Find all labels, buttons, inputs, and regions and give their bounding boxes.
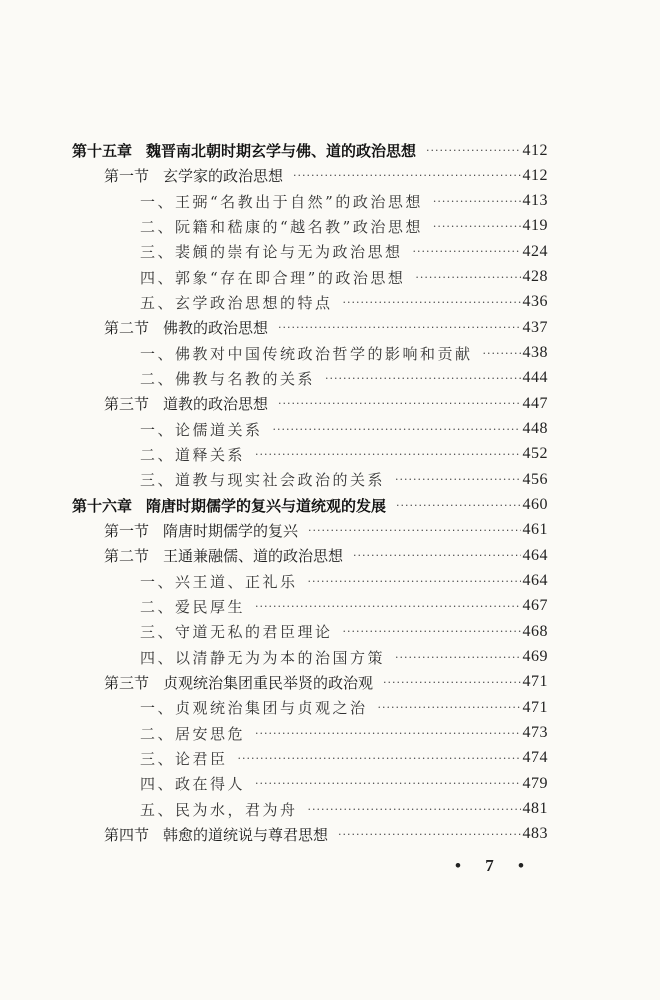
toc-item	[140, 442, 548, 467]
dot-leader	[353, 549, 520, 562]
toc-page-number: 438	[522, 344, 548, 362]
toc-page-number: 474	[522, 749, 548, 767]
toc-entry-label	[140, 419, 263, 440]
toc-entry-label	[140, 292, 333, 313]
toc-entry-label	[72, 495, 386, 516]
toc-entry-label	[140, 241, 403, 262]
toc-item	[140, 341, 548, 366]
toc-item	[140, 695, 548, 720]
toc-entry-title: 二、道释关系	[140, 445, 246, 464]
toc-entry-label	[104, 545, 343, 566]
dot-leader	[413, 245, 521, 258]
toc-item	[140, 189, 548, 214]
toc-page-number: 483	[522, 825, 548, 843]
toc-page-number: 456	[522, 470, 548, 488]
dot-leader	[278, 321, 520, 334]
toc-page-number: 419	[522, 217, 548, 235]
dot-leader	[255, 448, 520, 461]
toc-entry-label	[140, 621, 333, 642]
toc-section	[104, 518, 548, 543]
dot-leader	[433, 195, 521, 208]
toc-page-number: 444	[522, 369, 548, 387]
dot-leader	[415, 271, 520, 284]
toc-page-number: 481	[522, 800, 548, 818]
toc-entry-title: 贞观统治集团重民举贤的政治观	[163, 673, 374, 692]
dot-leader	[255, 600, 520, 613]
toc-item	[140, 569, 548, 594]
dot-leader	[343, 625, 521, 638]
toc-page-number: 469	[522, 648, 548, 666]
toc-entry-title: 五、玄学政治思想的特点	[140, 293, 333, 312]
toc-item	[140, 467, 548, 492]
toc-item	[140, 265, 548, 290]
toc-entry-label	[140, 799, 298, 820]
toc-entry-label	[72, 140, 416, 161]
dot-leader	[308, 575, 521, 588]
toc-entry-label	[104, 165, 283, 186]
toc-entry-title: 二、阮籍和嵇康的“越名教”政治思想	[140, 217, 423, 236]
toc-entry-label	[140, 368, 315, 389]
dot-leader	[426, 144, 520, 157]
dot-leader	[278, 397, 520, 410]
toc-entry-number: 第四节	[104, 825, 150, 844]
toc-entry-title: 二、爱民厚生	[140, 597, 246, 616]
toc-section	[104, 670, 548, 695]
toc-entry-title: 魏晋南北朝时期玄学与佛、道的政治思想	[146, 142, 417, 160]
toc-entry-title: 一、王弼“名教出于自然”的政治思想	[140, 192, 423, 211]
toc-entry-number: 第二节	[104, 547, 150, 566]
toc-item	[140, 214, 548, 239]
toc-item	[140, 594, 548, 619]
toc-item	[140, 619, 548, 644]
toc-entry-title: 隋唐时期儒学的复兴与道统观的发展	[146, 496, 387, 515]
dot-leader	[255, 727, 520, 740]
toc-entry-label	[104, 672, 373, 693]
toc-entry-title: 王通兼融儒、道的政治思想	[163, 547, 344, 566]
toc-page-number: 461	[522, 521, 548, 539]
toc-entry-label	[104, 317, 268, 338]
toc-page-number: 479	[522, 774, 548, 792]
toc-page-number: 437	[522, 318, 548, 336]
toc-entry-title: 四、郭象“存在即合理”的政治思想	[140, 268, 406, 287]
toc-section	[104, 543, 548, 568]
toc-entry-title: 一、佛教对中国传统政治哲学的影响和贡献	[140, 344, 473, 363]
dot-leader	[338, 828, 520, 841]
dot-leader	[395, 651, 520, 664]
toc-entry-number: 第一节	[104, 167, 150, 186]
toc-entry-title: 五、民为水，君为舟	[140, 800, 298, 819]
toc-item	[140, 417, 548, 442]
toc-entry-title: 三、裴頠的崇有论与无为政治思想	[140, 243, 403, 262]
toc-entry-number: 第十五章	[72, 142, 133, 160]
toc-page-number: 448	[522, 420, 548, 438]
toc-page-number: 424	[522, 242, 548, 260]
toc-page-number: 460	[522, 496, 548, 514]
toc-page-number: 471	[522, 698, 548, 716]
toc-entry-label	[140, 647, 385, 668]
toc-entry-title: 二、佛教与名教的关系	[140, 369, 316, 388]
toc-entry-label	[140, 596, 245, 617]
toc-entry-label	[140, 343, 473, 364]
toc-entry-label	[140, 267, 405, 288]
toc-entry-title: 一、兴王道、正礼乐	[140, 572, 298, 591]
toc-entry-number: 第二节	[104, 319, 150, 338]
toc-entry-title: 玄学家的政治思想	[163, 167, 284, 186]
toc-page-number: 464	[522, 546, 548, 564]
toc-item	[140, 239, 548, 264]
toc-entry-title: 韩愈的道统说与尊君思想	[163, 825, 329, 844]
toc-entry-number: 第三节	[104, 395, 150, 414]
toc-section	[104, 822, 548, 847]
toc-entry-label	[140, 697, 368, 718]
toc-entry-label	[140, 216, 423, 237]
toc-item	[140, 366, 548, 391]
toc-entry-number: 第一节	[104, 521, 150, 540]
toc-chapter	[72, 493, 548, 518]
toc-page-number: 467	[522, 597, 548, 615]
toc-entry-label	[140, 469, 385, 490]
toc-entry-title: 四、政在得人	[140, 775, 246, 794]
toc-section	[104, 391, 548, 416]
toc-entry-title: 四、以清静无为为本的治国方策	[140, 648, 386, 667]
toc-entry-title: 隋唐时期儒学的复兴	[163, 521, 299, 540]
toc-entry-title: 三、道教与现实社会政治的关系	[140, 471, 386, 490]
dot-leader	[238, 752, 521, 765]
toc-entry-label	[104, 520, 298, 541]
toc-chapter	[72, 138, 548, 163]
toc-page-number: 468	[522, 622, 548, 640]
toc-entry-title: 三、守道无私的君臣理论	[140, 623, 333, 642]
toc-entry-title: 一、论儒道关系	[140, 420, 263, 439]
toc-entry-label	[140, 444, 245, 465]
toc-section	[104, 315, 548, 340]
toc-entry-label	[104, 824, 328, 845]
toc-page-number: 471	[522, 673, 548, 691]
toc-page-number: 412	[522, 141, 548, 159]
toc-page-number: 452	[522, 445, 548, 463]
toc-page-number: 447	[522, 394, 548, 412]
toc-entry-label	[140, 723, 245, 744]
toc-entry-title: 道教的政治思想	[163, 395, 269, 414]
toc-entry-title: 佛教的政治思想	[163, 319, 269, 338]
dot-leader	[308, 803, 521, 816]
dot-leader	[396, 499, 520, 512]
page-number: • 7 •	[455, 856, 534, 875]
toc-section	[104, 163, 548, 188]
dot-leader	[395, 473, 520, 486]
toc-entry-title: 一、贞观统治集团与贞观之治	[140, 699, 368, 718]
toc-entry-label	[140, 571, 298, 592]
dot-leader	[483, 347, 521, 360]
dot-leader	[378, 701, 521, 714]
dot-leader	[273, 423, 521, 436]
toc-entry-number: 第三节	[104, 673, 150, 692]
toc-item	[140, 645, 548, 670]
toc-page-number: 412	[522, 166, 548, 184]
toc-page-number: 428	[522, 268, 548, 286]
dot-leader	[343, 296, 521, 309]
toc-item	[140, 797, 548, 822]
dot-leader	[255, 777, 520, 790]
toc-item	[140, 746, 548, 771]
toc-entry-label	[104, 393, 268, 414]
toc-page-number: 436	[522, 293, 548, 311]
toc-entry-title: 二、居安思危	[140, 724, 246, 743]
toc-item	[140, 771, 548, 796]
toc-item	[140, 721, 548, 746]
dot-leader	[325, 372, 520, 385]
toc-entry-label	[140, 748, 228, 769]
toc-page-number: 413	[522, 192, 548, 210]
dot-leader	[383, 676, 520, 689]
dot-leader	[293, 169, 520, 182]
toc-entry-label	[140, 773, 245, 794]
toc-page-number: 473	[522, 724, 548, 742]
dot-leader	[308, 524, 520, 537]
toc-item	[140, 290, 548, 315]
toc-entry-title: 三、论君臣	[140, 749, 228, 768]
toc-page-number: 464	[522, 572, 548, 590]
toc-entry-label	[140, 191, 423, 212]
dot-leader	[433, 220, 521, 233]
toc-entry-number: 第十六章	[72, 496, 133, 515]
